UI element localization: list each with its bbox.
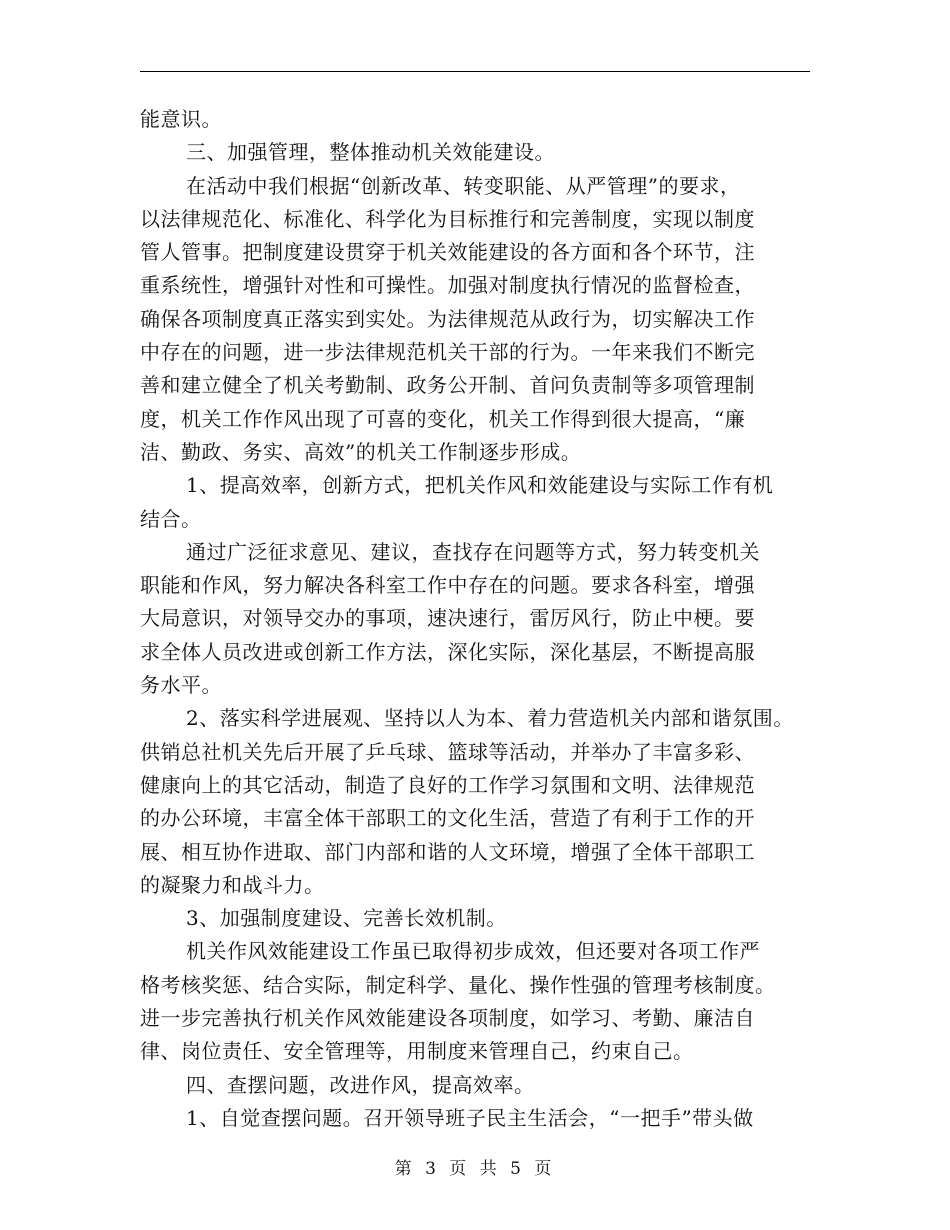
text-line: 的办公环境，丰富全体干部职工的文化生活，营造了有利于工作的开 (140, 806, 755, 831)
text-line: 大局意识，对领导交办的事项，速决速行，雷厉风行，防止中梗。要 (140, 606, 755, 631)
document-body (140, 103, 815, 1135)
text-line: 职能和作风，努力解决各科室工作中存在的问题。要求各科室，增强 (140, 573, 755, 598)
text-line: 机关作风效能建设工作虽已取得初步成效，但还要对各项工作严 (186, 939, 760, 964)
text-line: 进一步完善执行机关作风效能建设各项制度，如学习、考勤、廉洁自 (140, 1006, 755, 1031)
text-line: 确保各项制度真正落实到实处。为法律规范从政行为，切实解决工作 (140, 306, 755, 331)
text-line: 结合。 (140, 506, 202, 531)
text-line: 四、查摆问题，改进作风，提高效率。 (186, 1072, 535, 1097)
text-line: 重系统性，增强针对性和可操性。加强对制度执行情况的监督检查， (140, 273, 755, 298)
header-rule (140, 71, 810, 72)
text-line: 格考核奖惩、结合实际，制定科学、量化、操作性强的管理考核制度。 (140, 972, 776, 997)
page-footer: 第 3 页 共 5 页 (394, 1159, 556, 1179)
text-line: 3、加强制度建设、完善长效机制。 (186, 906, 507, 931)
text-line: 洁、勤政、务实、高效”的机关工作制逐步形成。 (140, 439, 582, 464)
text-line: 律、岗位责任、安全管理等，用制度来管理自己，约束自己。 (140, 1039, 694, 1064)
text-line: 求全体人员改进或创新工作方法，深化实际，深化基层，不断提高服 (140, 639, 755, 664)
text-line: 中存在的问题，进一步法律规范机关干部的行为。一年来我们不断完 (140, 340, 755, 365)
text-line: 1、提高效率，创新方式，把机关作风和效能建设与实际工作有机 (186, 473, 774, 498)
text-line: 展、相互协作进取、部门内部和谐的人文环境，增强了全体干部职工 (140, 839, 755, 864)
text-line: 供销总社机关先后开展了乒乓球、篮球等活动，并举办了丰富多彩、 (140, 739, 755, 764)
text-line: 三、加强管理，整体推动机关效能建设。 (186, 140, 555, 165)
text-line: 务水平。 (140, 673, 222, 698)
text-line: 2、落实科学进展观、坚持以人为本、着力营造机关内部和谐氛围。 (186, 706, 794, 731)
text-line: 健康向上的其它活动，制造了良好的工作学习氛围和文明、法律规范 (140, 772, 755, 797)
text-line: 度，机关工作作风出现了可喜的变化，机关工作得到很大提高，“廉 (140, 406, 746, 431)
text-line: 的凝聚力和战斗力。 (140, 872, 325, 897)
text-line: 1、自觉查摆问题。召开领导班子民主生活会，“一把手”带头做 (186, 1105, 754, 1130)
text-line: 以法律规范化、标准化、科学化为目标推行和完善制度，实现以制度 (140, 206, 755, 231)
text-line: 通过广泛征求意见、建议，查找存在问题等方式，努力转变机关 (186, 539, 760, 564)
text-line: 管人管事。把制度建设贯穿于机关效能建设的各方面和各个环节，注 (140, 240, 755, 265)
text-line: 能意识。 (140, 107, 222, 131)
text-line: 善和建立健全了机关考勤制、政务公开制、首问负责制等多项管理制 (140, 373, 755, 398)
text-line: 在活动中我们根据“创新改革、转变职能、从严管理”的要求， (186, 173, 741, 198)
